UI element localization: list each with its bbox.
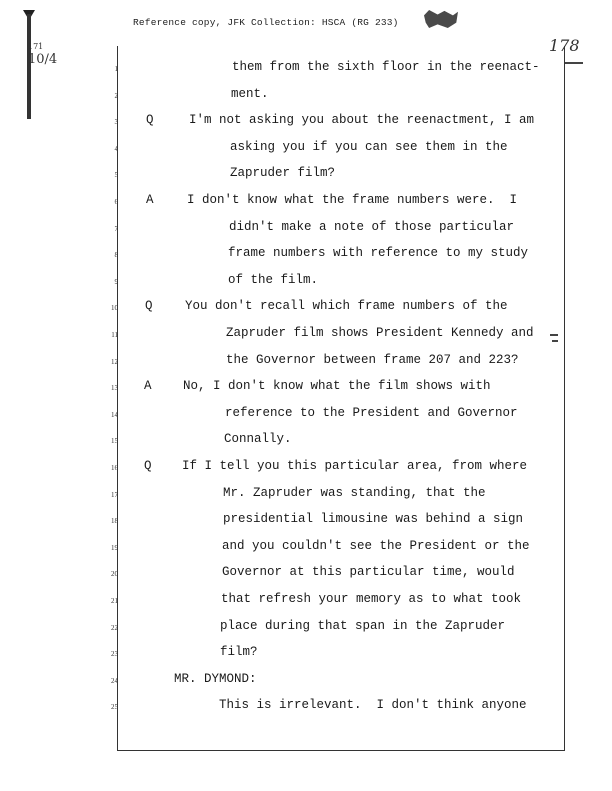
margin-tick bbox=[552, 340, 558, 342]
line-number: 16 bbox=[111, 464, 118, 472]
line-number: 10 bbox=[111, 304, 118, 312]
transcript-line: Governor at this particular time, would bbox=[222, 565, 515, 579]
transcript-line: You don't recall which frame numbers of the bbox=[185, 299, 508, 313]
transcript-line: Connally. bbox=[224, 432, 292, 446]
transcript-line: No, I don't know what the film shows with bbox=[183, 379, 491, 393]
line-number: 6 bbox=[114, 198, 118, 206]
line-number: 25 bbox=[111, 703, 118, 711]
line-number: 23 bbox=[111, 650, 118, 658]
line-number: 19 bbox=[111, 544, 118, 552]
frame-tick bbox=[565, 62, 583, 64]
line-number: 1 bbox=[114, 65, 118, 73]
line-number: 18 bbox=[111, 517, 118, 525]
transcript-line: I'm not asking you about the reenactment, I am bbox=[189, 113, 535, 127]
line-number: 21 bbox=[111, 597, 118, 605]
line-number: 12 bbox=[111, 358, 118, 366]
transcript-line: place during that span in the Zapruder bbox=[220, 619, 506, 633]
speaker-mark: Q bbox=[145, 299, 153, 313]
line-number: 14 bbox=[111, 411, 118, 419]
transcript-line: Zapruder film? bbox=[230, 166, 336, 180]
transcript-line: MR. DYMOND: bbox=[174, 672, 257, 686]
line-number: 8 bbox=[114, 251, 118, 259]
line-number: 2 bbox=[114, 92, 118, 100]
transcript-line: Mr. Zapruder was standing, that the bbox=[223, 486, 486, 500]
margin-number-large: 10/4 bbox=[28, 52, 58, 67]
line-number: 7 bbox=[114, 225, 118, 233]
speaker-mark: A bbox=[144, 379, 152, 393]
line-number: 13 bbox=[111, 384, 118, 392]
transcript-line: frame numbers with reference to my study bbox=[228, 246, 529, 260]
line-number: 11 bbox=[111, 331, 118, 339]
transcript-line: presidential limousine was behind a sign bbox=[223, 512, 524, 526]
speaker-mark: A bbox=[146, 193, 154, 207]
transcript-line: and you couldn't see the President or the bbox=[222, 539, 530, 553]
transcript-line: the Governor between frame 207 and 223? bbox=[226, 353, 519, 367]
transcript-line: ment. bbox=[231, 87, 269, 101]
transcript-line: If I tell you this particular area, from where bbox=[182, 459, 528, 473]
reference-header: Reference copy, JFK Collection: HSCA (RG 233) bbox=[133, 17, 399, 28]
line-number: 4 bbox=[114, 145, 118, 153]
transcript-line: that refresh your memory as to what took bbox=[221, 592, 522, 606]
transcript-line: of the film. bbox=[228, 273, 319, 287]
page-number: 178 bbox=[549, 36, 580, 55]
line-number: 15 bbox=[111, 437, 118, 445]
ink-stamp bbox=[424, 10, 458, 28]
transcript-line: them from the sixth floor in the reenact- bbox=[232, 60, 540, 74]
transcript-line: I don't know what the frame numbers were. I bbox=[187, 193, 518, 207]
speaker-mark: Q bbox=[144, 459, 152, 473]
transcript-line: film? bbox=[220, 645, 258, 659]
line-number: 3 bbox=[114, 118, 118, 126]
line-number: 9 bbox=[114, 278, 118, 286]
line-number: 5 bbox=[114, 171, 118, 179]
transcript-line: This is irrelevant. I don't think anyone bbox=[219, 698, 527, 712]
margin-number-small: 171 bbox=[28, 42, 44, 51]
line-number: 17 bbox=[111, 491, 118, 499]
line-number: 22 bbox=[111, 624, 118, 632]
line-number: 24 bbox=[111, 677, 118, 685]
transcript-line: asking you if you can see them in the bbox=[230, 140, 508, 154]
transcript-line: didn't make a note of those particular bbox=[229, 220, 515, 234]
line-number: 20 bbox=[111, 570, 118, 578]
transcript-line: reference to the President and Governor bbox=[225, 406, 518, 420]
margin-tick bbox=[550, 334, 558, 336]
transcript-line: Zapruder film shows President Kennedy and bbox=[226, 326, 534, 340]
speaker-mark: Q bbox=[146, 113, 154, 127]
